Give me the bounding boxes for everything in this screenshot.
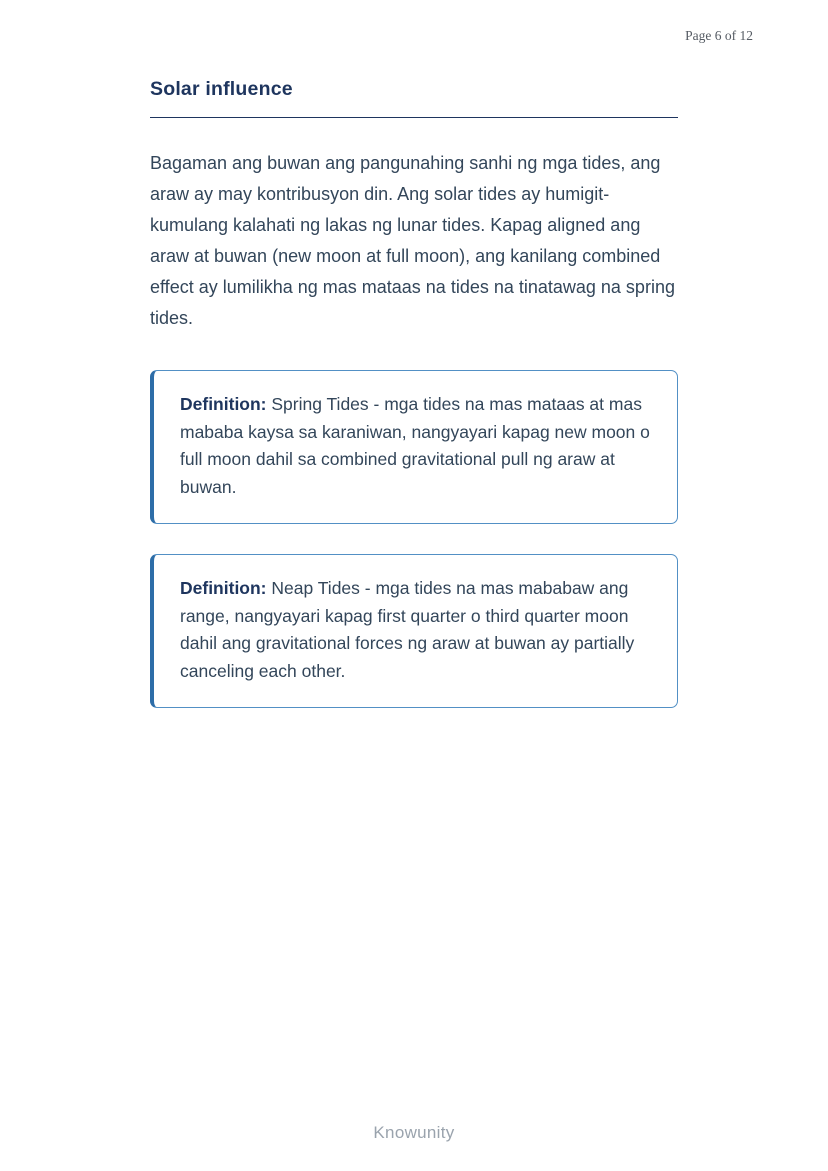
- definition-body: Spring Tides - mga tides na mas mataas at mas mababa kaysa sa karaniwan, nangyayari kapag new moon o full moon dahil sa combined gravitational pull ng araw at buwan.: [180, 394, 650, 497]
- definition-text: [180, 575, 651, 685]
- body-paragraph: Bagaman ang buwan ang pangunahing sanhi ng mga tides, ang araw ay may kontribusyon din. Ang solar tides ay humigit-kumulang kalahati ng lakas ng lunar tides. Kapag aligned ang araw at buwan (new moon at full moon), ang kanilang combined effect ay lumilikha ng mas mataas na tides na tinatawag na spring tides.: [150, 153, 675, 328]
- definition-body: Neap Tides - mga tides na mas mababaw ang range, nangyayari kapag first quarter o third quarter moon dahil ang gravitational forces ng araw at buwan ay partially canceling each other.: [180, 578, 635, 681]
- definition-label: Definition:: [180, 394, 267, 414]
- definition-text: [180, 391, 651, 501]
- footer-brand: Knowunity: [373, 1123, 455, 1142]
- section-title: Solar influence: [150, 78, 678, 118]
- definition-box-spring-tides: [150, 370, 678, 524]
- definition-box-neap-tides: [150, 554, 678, 708]
- definition-label: Definition:: [180, 578, 267, 598]
- page-number-indicator: Page 6 of 12: [685, 28, 753, 43]
